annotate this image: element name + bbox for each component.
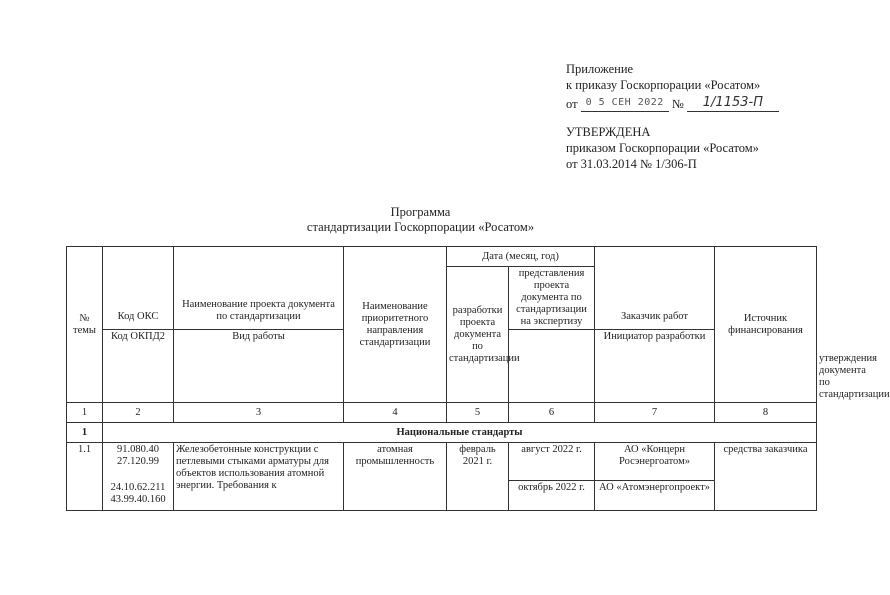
row-develop: февраль 2021 г. [447,443,509,511]
order-number-prefix: № [671,97,684,111]
header-oks: Код ОКС [103,247,174,330]
row-number: 1.1 [67,443,103,511]
table-row [67,443,817,481]
section-number: 1 [67,423,103,443]
col-number: 1 [67,403,103,423]
appendix-label: Приложение [566,62,634,76]
header-date: Дата (месяц, год) [447,247,595,267]
order-number-handwritten: 1/1153-П [702,95,763,110]
approved-date: от 31.03.2014 № 1/306-П [566,157,697,171]
row-name: Железобетонные конструкции с петлевыми стыками арматуры для объектов использования атомной энергии. Требования к [174,443,344,511]
header-num: № темы [67,247,103,403]
row-finance: средства заказчика [715,443,817,511]
section-row [67,423,817,443]
header-present: представления проекта документа по стандартизации на экспертизу [509,267,595,330]
program-subtitle: стандартизации Госкорпорации «Росатом» [306,220,535,234]
col-number: 5 [447,403,509,423]
row-customer: АО «Концерн Росэнергоатом» [595,443,715,481]
column-number-row [67,403,817,423]
col-number: 7 [595,403,715,423]
approved-label: УТВЕРЖДЕНА [566,125,651,139]
order-date-line [566,93,779,112]
header-finance: Источник финансирования [715,247,817,403]
col-number: 4 [344,403,447,423]
row-oks: 91.080.40 27.120.99 [103,443,174,481]
col-number: 8 [715,403,817,423]
row-approve: октябрь 2022 г. [509,481,595,511]
header-customer: Заказчик работ [595,247,715,330]
header-priority: Наименование приоритетного направления стандартизации [344,247,447,403]
header-develop: разработки проекта документа по стандартизации [447,267,509,403]
program-title: Программа [390,205,451,219]
standardization-program-table: № темы Код ОКС Наименование проекта документа по стандартизации Наименование приоритетного направления стандартизации Дата (месяц, год) Заказчик работ Источник финансирования разработки проекта документа по стандартизации представления проекта документа по стандартизации на экспертизу Код ОКПД2 Вид работы Инициатор разработки утверждения документа по стандартизации 1 2 3 4 5 6 7 8 1 Национальные стандарты 1.1 91.080.40 27.120.99 Железобетонные конструкции с петлевыми стыками арматуры для объектов использования атомной энергии. Требования к атомная промышленность февраль 2021 г. август 2022 г. АО «Концерн Росэнергоатом» средства заказчика 24.10.62.211 43.99.40.160 октябрь 2022 г. АО «Атомэнергопроект» [66,246,817,511]
row-okpd: 24.10.62.211 43.99.40.160 [103,481,174,511]
header-work-type: Вид работы [174,330,344,403]
col-number: 6 [509,403,595,423]
col-number: 3 [174,403,344,423]
section-title: Национальные стандарты [103,423,817,443]
order-stamp-date: 0 5 СЕН 2022 [585,97,664,108]
header-name: Наименование проекта документа по стандартизации [174,247,344,330]
row-initiator: АО «Атомэнергопроект» [595,481,715,511]
row-priority: атомная промышленность [344,443,447,511]
appendix-order-ref: к приказу Госкорпорации «Росатом» [566,78,761,92]
order-from-prefix: от [566,97,578,111]
approved-by: приказом Госкорпорации «Росатом» [566,141,759,155]
col-number: 2 [103,403,174,423]
header-okpd: Код ОКПД2 [103,330,174,403]
row-present: август 2022 г. [509,443,595,481]
header-initiator: Инициатор разработки [595,330,715,403]
